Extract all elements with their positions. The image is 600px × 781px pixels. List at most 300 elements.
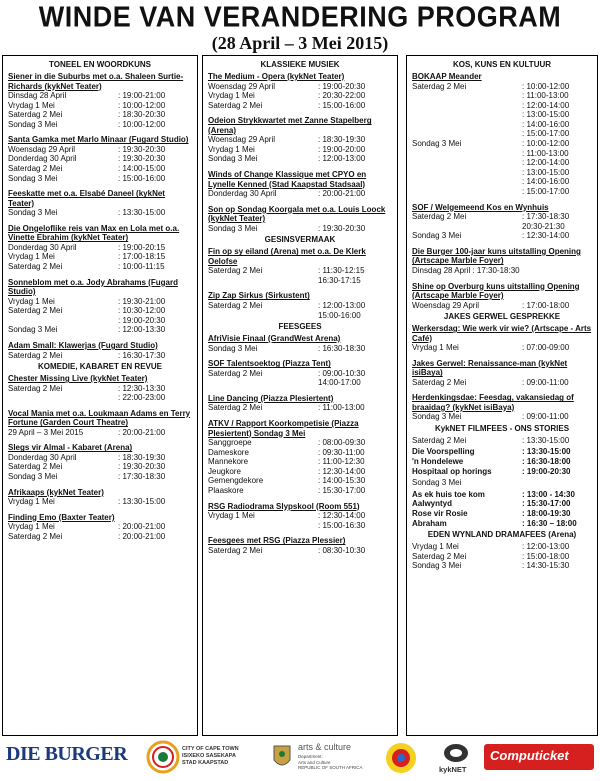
- section-heading: JAKES GERWEL GESPREKKE: [443, 312, 561, 322]
- event-block: [208, 536, 392, 555]
- cape-town-emblem-icon: [146, 740, 180, 774]
- schedule-time: : 15:00-16:00: [118, 173, 166, 183]
- schedule-row: [208, 276, 392, 286]
- schedule-row: [412, 436, 592, 446]
- schedule-time: : 14:00-16:00: [522, 119, 570, 129]
- schedule-row: [412, 187, 592, 197]
- cape-town-line1: CITY OF CAPE TOWN: [182, 746, 239, 752]
- event-title: Sonneblom met o.a. Jody Abrahams (Fugard Studio): [8, 277, 178, 297]
- schedule-time: : 19:00-20:30: [522, 466, 571, 476]
- kyknet-logo: [436, 742, 476, 776]
- schedule-row: [8, 154, 192, 164]
- schedule-day: Vrydag 1 Mei: [208, 511, 255, 521]
- schedule-day: As ek huis toe kom: [412, 489, 485, 499]
- event-block: [8, 72, 192, 129]
- event-block: [412, 447, 592, 476]
- schedule-row: [412, 231, 592, 241]
- schedule-time: : 20:00-21:00: [118, 522, 166, 532]
- schedule-day: Woensdag 29 April: [208, 135, 276, 145]
- schedule-day: [208, 276, 318, 286]
- schedule-row: [412, 301, 592, 311]
- schedule-day: Vrydag 1 Mei: [8, 522, 55, 532]
- coat-of-arms-icon: [270, 742, 294, 772]
- schedule-day: Jeugkore: [208, 466, 241, 476]
- schedule-row: [8, 472, 192, 482]
- schedule-day: Saterdag 2 Mei: [412, 212, 467, 222]
- event-title: Jakes Gerwel: Renaissance-man (kykNet isiBaya): [412, 358, 568, 378]
- event-title: Winds of Change Klassique met CPYO en Lynelle Kenned (Stad Kaapstad Stadsaal): [208, 170, 367, 189]
- schedule-time: : 10:00-11:15: [118, 262, 165, 272]
- cape-town-line3: STAD KAAPSTAD: [182, 760, 229, 766]
- event-block: [412, 203, 592, 241]
- schedule-row: [412, 447, 592, 457]
- schedule-time: : 07:00-09:00: [522, 343, 570, 353]
- event-block: [8, 224, 192, 272]
- schedule-row: [208, 438, 392, 448]
- schedule-row: [8, 428, 192, 438]
- schedule-day: Saterdag 2 Mei: [412, 435, 467, 445]
- schedule-day: Saterdag 2 Mei: [208, 368, 263, 378]
- schedule-row: [412, 101, 592, 111]
- schedule-time: : 12:00-14:00: [522, 158, 570, 168]
- schedule-day: Donderdag 30 April: [208, 189, 277, 199]
- schedule-row: [412, 343, 592, 353]
- cape-town-logo: [146, 740, 256, 776]
- schedule-time: : 15:00-18:00: [522, 551, 570, 561]
- section-heading: KLASSIEKE MUSIEK: [260, 60, 340, 69]
- section-heading: KykNET FILMFEES - ONS STORIES: [434, 423, 570, 433]
- schedule-time: : 12:30-13:30: [118, 383, 166, 393]
- schedule-row: [412, 509, 592, 519]
- schedule-day: [412, 149, 522, 159]
- schedule-day: Saterdag 2 Mei: [208, 266, 263, 276]
- schedule-day: [412, 187, 522, 197]
- schedule-time: : 13:30-15:00: [522, 447, 571, 457]
- schedule-row: [8, 120, 192, 130]
- event-block: [412, 324, 592, 353]
- schedule-row: [208, 311, 392, 321]
- schedule-time: : 12:00-13:00: [318, 300, 366, 310]
- section-heading: KOMEDIE, KABARET EN REVUE: [37, 362, 162, 372]
- event-block: [8, 341, 192, 360]
- schedule-row: [208, 467, 392, 477]
- schedule-time: : 19:30-20:30: [318, 223, 366, 233]
- schedule-day: Donderdag 30 April: [8, 242, 77, 252]
- schedule-row: [8, 393, 192, 403]
- schedule-row: [8, 243, 192, 253]
- schedule-day: Sondag 3 Mei: [412, 139, 462, 149]
- schedule-day: Woensdag 29 April: [208, 81, 276, 91]
- event-title: RSG Radiodrama Slypskool (Room 551): [208, 501, 360, 511]
- schedule-day: Saterdag 2 Mei: [208, 100, 263, 110]
- event-title: SOF / Welgemeend Kos en Wynhuis: [412, 202, 549, 212]
- schedule-row: [8, 522, 192, 532]
- schedule-row: [208, 457, 392, 467]
- schedule-row: [412, 82, 592, 92]
- event-block: [412, 359, 592, 388]
- event-title: Santa Gamka met Marlo Minaar (Fugard Studio): [8, 135, 189, 145]
- schedule-day: Aalwyntyd: [412, 499, 453, 509]
- schedule-day: [412, 110, 522, 120]
- schedule-time: : 15:00-16:30: [318, 520, 366, 530]
- schedule-time: [522, 266, 592, 276]
- schedule-day: Saterdag 2 Mei: [208, 300, 263, 310]
- schedule-day: Dinsdag 28 April: [8, 91, 67, 100]
- event-block: [208, 291, 392, 320]
- schedule-row: [412, 177, 592, 187]
- schedule-row: [412, 120, 592, 130]
- schedule-row: [8, 351, 192, 361]
- schedule-row: [8, 101, 192, 111]
- schedule-time: : 17:00-18:00: [522, 300, 570, 310]
- schedule-time: : 16:30-18:30: [318, 343, 366, 353]
- schedule-row: [8, 252, 192, 262]
- event-block: [208, 359, 392, 388]
- event-block: [208, 205, 392, 234]
- schedule-time: : 12:30-14:00: [318, 466, 366, 476]
- event-title: Die Burger 100-jaar kuns uitstalling Opening (Artscape Marble Foyer): [412, 246, 581, 266]
- event-title: The Medium - Opera (kykNet Teater): [208, 72, 345, 81]
- schedule-day: Die Voorspelling: [412, 447, 475, 457]
- schedule-time: : 20:00-21:00: [318, 189, 366, 199]
- schedule-day: Saterdag 2 Mei: [412, 551, 467, 561]
- schedule-day: Woensdag 29 April: [8, 144, 76, 154]
- schedule-time: : 16:30 – 18:00: [522, 518, 577, 528]
- schedule-day: Sondag 3 Mei: [8, 173, 58, 183]
- event-block: [412, 247, 592, 276]
- event-title: Fin op sy eiland (Arena) met o.a. De Klerk Oelofse: [208, 247, 366, 266]
- schedule-day: Donderdag 30 April: [8, 452, 77, 462]
- schedule-day: Saterdag 2 Mei: [8, 164, 63, 174]
- schedule-row: [412, 490, 592, 500]
- schedule-row: [412, 158, 592, 168]
- schedule-row: [412, 212, 592, 222]
- schedule-row: [208, 476, 392, 486]
- schedule-row: [208, 448, 392, 458]
- schedule-row: [412, 561, 592, 571]
- schedule-row: [8, 110, 192, 120]
- schedule-day: 'n Hondelewe: [412, 457, 464, 467]
- schedule-day: Saterdag 2 Mei: [8, 531, 63, 541]
- event-title: Feeskatte met o.a. Elsabé Daneel (kykNet Teater): [8, 189, 165, 208]
- schedule-row: [412, 168, 592, 178]
- schedule-day: Vrydag 1 Mei: [8, 497, 55, 507]
- event-title: Slegs vir Almal - Kabaret (Arena): [8, 443, 133, 453]
- event-block: [412, 436, 592, 446]
- event-title: Shine op Overburg kuns uitstalling Opening (Artscape Marble Foyer): [412, 281, 580, 300]
- event-block: [208, 502, 392, 531]
- schedule-row: [412, 499, 592, 509]
- column-left: [2, 55, 198, 736]
- event-block: [8, 135, 192, 183]
- schedule-day: Sondag 3 Mei: [8, 119, 58, 129]
- event-block: [208, 419, 392, 496]
- schedule-day: Saterdag 2 Mei: [8, 462, 63, 472]
- schedule-row: [208, 82, 392, 92]
- schedule-day: Sondag 3 Mei: [208, 343, 258, 353]
- event-title: SOF Talentsoektog (Piazza Tent): [208, 359, 331, 369]
- schedule-day: Mannekore: [208, 457, 249, 467]
- schedule-day: Saterdag 2 Mei: [8, 350, 63, 360]
- schedule-row: [412, 412, 592, 422]
- schedule-row: [208, 511, 392, 521]
- event-block: [8, 189, 192, 218]
- schedule-time: : 10:00-12:00: [522, 81, 570, 91]
- schedule-day: [412, 222, 522, 232]
- schedule-row: [412, 266, 592, 276]
- schedule-day: Sanggroepe: [208, 438, 252, 447]
- schedule-day: [412, 158, 522, 168]
- schedule-day: Saterdag 2 Mei: [8, 383, 63, 393]
- schedule-time: : 19:00-20:30: [318, 81, 366, 91]
- schedule-day: Saterdag 2 Mei: [412, 377, 467, 387]
- event-block: [208, 72, 392, 110]
- schedule-time: : 13:30-15:00: [118, 208, 166, 218]
- schedule-time: : 12:00-13:00: [522, 542, 570, 552]
- schedule-row: [8, 462, 192, 472]
- schedule-row: [8, 316, 192, 326]
- schedule-time: : 13:00-15:00: [522, 167, 570, 177]
- schedule-day: Abraham: [412, 518, 447, 528]
- section-heading: KOS, KUNS EN KULTUUR: [452, 60, 552, 69]
- schedule-row: [208, 145, 392, 155]
- event-title: BOKAAP Meander: [412, 72, 482, 81]
- schedule-time: : 13:00-15:00: [522, 110, 570, 120]
- kyknet-label: kykNET: [439, 765, 467, 774]
- schedule-day: Sondag 3 Mei: [8, 472, 58, 482]
- schedule-day: Saterdag 2 Mei: [8, 110, 63, 120]
- schedule-row: [8, 497, 192, 507]
- schedule-time: : 11:00-13:00: [522, 148, 569, 158]
- schedule-day: [208, 521, 318, 531]
- sponsor-logos: [0, 738, 600, 778]
- event-block: [8, 374, 192, 403]
- schedule-day: Saterdag 2 Mei: [208, 545, 263, 555]
- schedule-time: : 09:00-10:30: [318, 368, 366, 378]
- schedule-row: [412, 467, 592, 477]
- column-middle: [202, 55, 398, 736]
- schedule-row: [8, 384, 192, 394]
- schedule-time: [522, 478, 592, 488]
- schedule-row: [8, 174, 192, 184]
- computicket-logo: [484, 744, 594, 770]
- schedule-row: [412, 478, 592, 488]
- schedule-row: [8, 164, 192, 174]
- schedule-row: [208, 344, 392, 354]
- schedule-day: [412, 101, 522, 111]
- schedule-day: Hospitaal op horings: [412, 466, 492, 476]
- schedule-row: [208, 403, 392, 413]
- schedule-time: : 14:00-15:30: [318, 476, 366, 486]
- schedule-row: [208, 521, 392, 531]
- event-block: [412, 72, 592, 197]
- schedule-time: : 19:00-21:00: [118, 91, 166, 100]
- schedule-day: Plaaskore: [208, 485, 244, 495]
- event-title: Die Ongeloflike reis van Max en Lola met o.a. Vinette Ebrahim (kykNet Teater): [8, 223, 180, 243]
- schedule-time: : 12:00-14:00: [522, 100, 570, 110]
- schedule-row: [8, 306, 192, 316]
- schedule-time: : 08:30-10:30: [318, 545, 366, 555]
- event-title: Odeion Strykkwartet met Zanne Stapelberg (Arena): [208, 116, 372, 135]
- schedule-row: [412, 222, 592, 232]
- event-title: ATKV / Rapport Koorkompetisie (Piazza Plesiertent) Sondag 3 Mei: [208, 419, 359, 438]
- schedule-row: [8, 532, 192, 542]
- schedule-time: : 15:00-16:00: [318, 100, 366, 110]
- schedule-time: : 18:30-19:30: [118, 452, 166, 462]
- schedule-row: [412, 519, 592, 529]
- event-title: Chester Missing Live (kykNet Teater): [8, 374, 148, 384]
- event-title: Siener in die Suburbs met o.a. Shaleen Surtie-Richards (kykNet Teater): [8, 72, 184, 91]
- schedule-day: Vrydag 1 Mei: [208, 144, 255, 154]
- arts-culture-sub1: Department:: [298, 754, 323, 759]
- column-right: [406, 55, 598, 736]
- schedule-time: : 22:00-23:00: [118, 393, 166, 403]
- schedule-day: Gemengdekore: [208, 476, 264, 486]
- schedule-day: Vrydag 1 Mei: [412, 343, 459, 353]
- arts-culture-sub3: REPUBLIC OF SOUTH AFRICA: [298, 765, 363, 770]
- schedule-day: [412, 91, 522, 101]
- event-title: AfriVisie Finaal (GrandWest Arena): [208, 334, 341, 344]
- schedule-row: [208, 546, 392, 556]
- schedule-day: Saterdag 2 Mei: [8, 262, 63, 272]
- schedule-time: : 19:00-20:00: [318, 144, 366, 154]
- schedule-time: : 10:00-12:00: [118, 100, 166, 110]
- schedule-time: : 14:30-15:30: [522, 561, 570, 571]
- schedule-time: : 13:30-15:00: [522, 435, 570, 445]
- schedule-row: [8, 297, 192, 307]
- schedule-time: : 12:30-14:00: [318, 511, 366, 521]
- schedule-time: : 16:30-18:00: [522, 457, 571, 467]
- schedule-day: Sondag 3 Mei: [412, 561, 462, 571]
- schedule-row: [208, 301, 392, 311]
- event-block: [412, 542, 592, 571]
- schedule-day: Rose vir Rosie: [412, 509, 468, 519]
- schedule-time: : 20:00-21:00: [118, 427, 166, 437]
- schedule-time: : 15:00-17:00: [522, 129, 570, 139]
- schedule-row: [208, 91, 392, 101]
- schedule-time: : 19:30-20:30: [118, 462, 166, 472]
- event-block: [412, 490, 592, 528]
- kyknet-emblem-icon: [436, 742, 476, 764]
- event-block: [8, 513, 192, 542]
- event-block: [208, 170, 392, 199]
- schedule-time: : 18:30-20:30: [118, 110, 166, 120]
- schedule-time: : 12:00-13:30: [118, 325, 166, 335]
- festival-emblem-icon: [384, 740, 418, 776]
- schedule-day: [8, 316, 118, 326]
- event-block: [412, 282, 592, 311]
- schedule-time: : 15:00-17:00: [522, 187, 570, 197]
- schedule-row: [412, 542, 592, 552]
- schedule-time: : 09:00-11:00: [522, 412, 569, 422]
- schedule-day: Saterdag 2 Mei: [208, 403, 263, 413]
- schedule-day: Vrydag 1 Mei: [8, 252, 55, 262]
- schedule-time: : 12:00-13:00: [318, 154, 366, 164]
- event-title: Son op Sondag Koorgala met o.a. Louis Loock (kykNet Teater): [208, 204, 386, 224]
- schedule-day: Vrydag 1 Mei: [8, 296, 55, 306]
- schedule-time: : 11:00-13:00: [522, 91, 569, 101]
- schedule-row: [412, 129, 592, 139]
- schedule-row: [412, 110, 592, 120]
- arts-culture-sub2: Arts and Culture: [298, 759, 331, 765]
- schedule-row: [8, 145, 192, 155]
- section-heading: TONEEL EN WOORDKUNS: [49, 60, 151, 69]
- schedule-time: : 20:00-21:00: [118, 531, 166, 541]
- schedule-row: [412, 378, 592, 388]
- schedule-time: : 13:30-15:00: [118, 497, 166, 507]
- cape-town-line2: ISIXEKO SASEKAPA: [182, 753, 236, 759]
- schedule-time: : 17:30-18:30: [118, 472, 166, 482]
- schedule-day: Saterdag 2 Mei: [412, 81, 467, 91]
- schedule-row: [8, 453, 192, 463]
- schedule-time: : 20:30-22:00: [318, 91, 366, 101]
- schedule-day: [412, 120, 522, 130]
- schedule-row: [8, 91, 192, 101]
- schedule-time: : 16:30-17:30: [118, 350, 166, 360]
- schedule-time: : 19:30-21:00: [118, 296, 166, 306]
- schedule-day: Dinsdag 28 April : 17:30-18:30: [412, 265, 520, 275]
- schedule-time: : 19:00-20:30: [118, 315, 166, 325]
- schedule-row: [208, 266, 392, 276]
- schedule-row: [412, 139, 592, 149]
- schedule-time: : 11:30-12:15: [318, 266, 365, 276]
- event-block: [8, 409, 192, 438]
- schedule-time: : 18:00-19:30: [522, 509, 571, 519]
- schedule-time: 20:30-21:30: [522, 221, 565, 231]
- schedule-row: [208, 378, 392, 388]
- section-heading: FEESGEES: [278, 322, 322, 332]
- schedule-time: : 17:00-18:15: [118, 252, 166, 262]
- schedule-day: [412, 129, 522, 139]
- schedule-time: : 13:00 - 14:30: [522, 489, 575, 499]
- schedule-row: [208, 135, 392, 145]
- schedule-time: : 17:30-18:30: [522, 212, 570, 222]
- schedule-time: 16:30-17:15: [318, 275, 361, 285]
- schedule-day: [208, 311, 318, 321]
- schedule-time: : 15:30-17:00: [522, 499, 571, 509]
- event-block: [208, 334, 392, 353]
- schedule-time: : 11:00-12:30: [318, 457, 365, 467]
- arts-culture-title: arts & culture: [298, 742, 352, 752]
- schedule-time: : 10:00-12:00: [522, 139, 570, 149]
- schedule-time: : 11:00-13:00: [318, 403, 365, 413]
- schedule-day: Sondag 3 Mei: [412, 478, 462, 488]
- event-title: Finding Emo (Baxter Teater): [8, 512, 115, 522]
- schedule-day: Sondag 3 Mei: [412, 412, 462, 422]
- schedule-row: [412, 149, 592, 159]
- schedule-time: : 14:00-16:00: [522, 177, 570, 187]
- section-heading: EDEN WYNLAND DRAMAFEES (Arena): [427, 530, 577, 540]
- page-title: WINDE VAN VERANDERING PROGRAM: [38, 1, 562, 33]
- schedule-time: : 09:00-11:00: [522, 377, 569, 387]
- schedule-day: Donderdag 30 April: [8, 154, 77, 164]
- schedule-day: Sondag 3 Mei: [8, 208, 58, 218]
- schedule-time: : 18:30-19:30: [318, 135, 366, 145]
- event-block: [208, 116, 392, 164]
- event-title: Zip Zap Sirkus (Sirkustent): [208, 291, 310, 301]
- event-title: Herdenkingsdae: Feesdag, vakansiedag of braaidag? (kykNet isiBaya): [412, 393, 574, 412]
- event-block: [412, 393, 592, 422]
- schedule-time: 15:00-16:00: [318, 310, 361, 320]
- schedule-day: Dameskore: [208, 447, 249, 457]
- schedule-day: Vrydag 1 Mei: [8, 100, 55, 110]
- schedule-day: [412, 168, 522, 178]
- event-block: [8, 443, 192, 481]
- page-subtitle: (28 April – 3 Mei 2015): [211, 33, 389, 53]
- schedule-row: [8, 208, 192, 218]
- schedule-day: 29 April – 3 Mei 2015: [8, 427, 84, 437]
- schedule-day: Sondag 3 Mei: [208, 154, 258, 164]
